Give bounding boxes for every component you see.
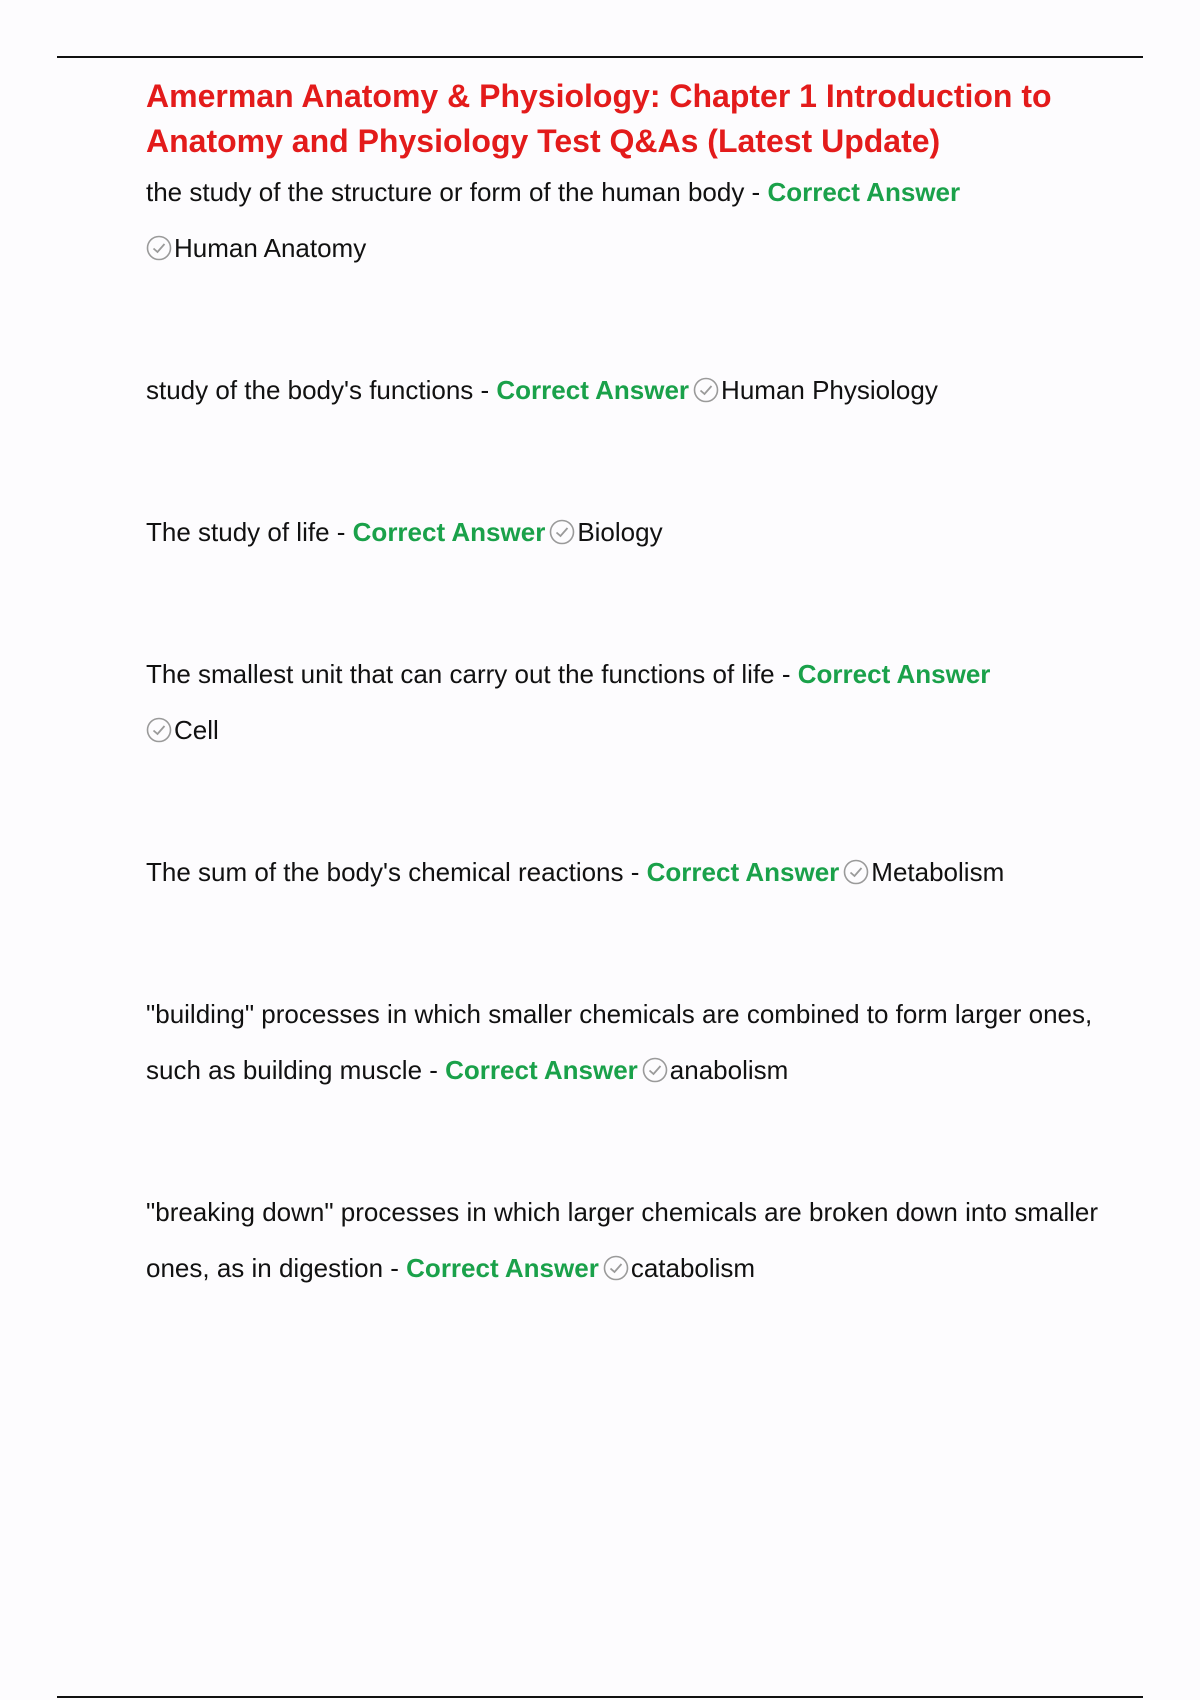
question-text: The sum of the body's chemical reactions - <box>146 857 647 887</box>
question-text: "breaking down" processes in which larger chemicals are broken down into smaller ones, as in digestion - <box>146 1197 1099 1283</box>
question-text: "building" processes in which smaller chemicals are combined to form larger ones, such as building muscle - <box>146 999 1093 1085</box>
answer-text: catabolism <box>630 1253 756 1283</box>
question-text: The study of life - <box>146 517 353 547</box>
qa-item <box>146 164 1106 276</box>
answer-text: Metabolism <box>871 857 1005 887</box>
question-text: the study of the structure or form of the human body - <box>146 177 768 207</box>
correct-answer-label: Correct Answer <box>406 1253 599 1283</box>
answer-text: Cell <box>174 715 219 745</box>
check-circle-icon <box>549 519 575 545</box>
document-title: Amerman Anatomy & Physiology: Chapter 1 Introduction to Anatomy and Physiology Test Q&As (Latest Update) <box>146 78 1052 159</box>
qa-item <box>146 504 1106 560</box>
check-circle-icon <box>693 377 719 403</box>
bottom-rule <box>57 1696 1143 1698</box>
correct-answer-label: Correct Answer <box>352 517 546 547</box>
question-text: The smallest unit that can carry out the functions of life - <box>146 659 798 689</box>
check-circle-icon <box>146 717 172 743</box>
qa-item <box>146 986 1106 1098</box>
answer-text: Human Physiology <box>721 375 938 405</box>
correct-answer-label: Correct Answer <box>496 375 690 405</box>
top-rule <box>57 56 1143 58</box>
correct-answer-label: Correct Answer <box>767 177 961 207</box>
check-circle-icon <box>843 859 869 885</box>
answer-text: Biology <box>577 517 663 547</box>
document-body <box>146 74 1106 1296</box>
check-circle-icon <box>642 1057 668 1083</box>
qa-item <box>146 1184 1106 1296</box>
check-circle-icon <box>146 235 172 261</box>
correct-answer-label: Correct Answer <box>445 1055 638 1085</box>
qa-item <box>146 844 1106 900</box>
answer-text: anabolism <box>669 1055 789 1085</box>
qa-item <box>146 362 1106 418</box>
correct-answer-label: Correct Answer <box>797 659 991 689</box>
answer-text: Human Anatomy <box>174 233 367 263</box>
check-circle-icon <box>603 1255 629 1281</box>
correct-answer-label: Correct Answer <box>646 857 840 887</box>
question-text: study of the body's functions - <box>146 375 497 405</box>
qa-item <box>146 646 1106 758</box>
